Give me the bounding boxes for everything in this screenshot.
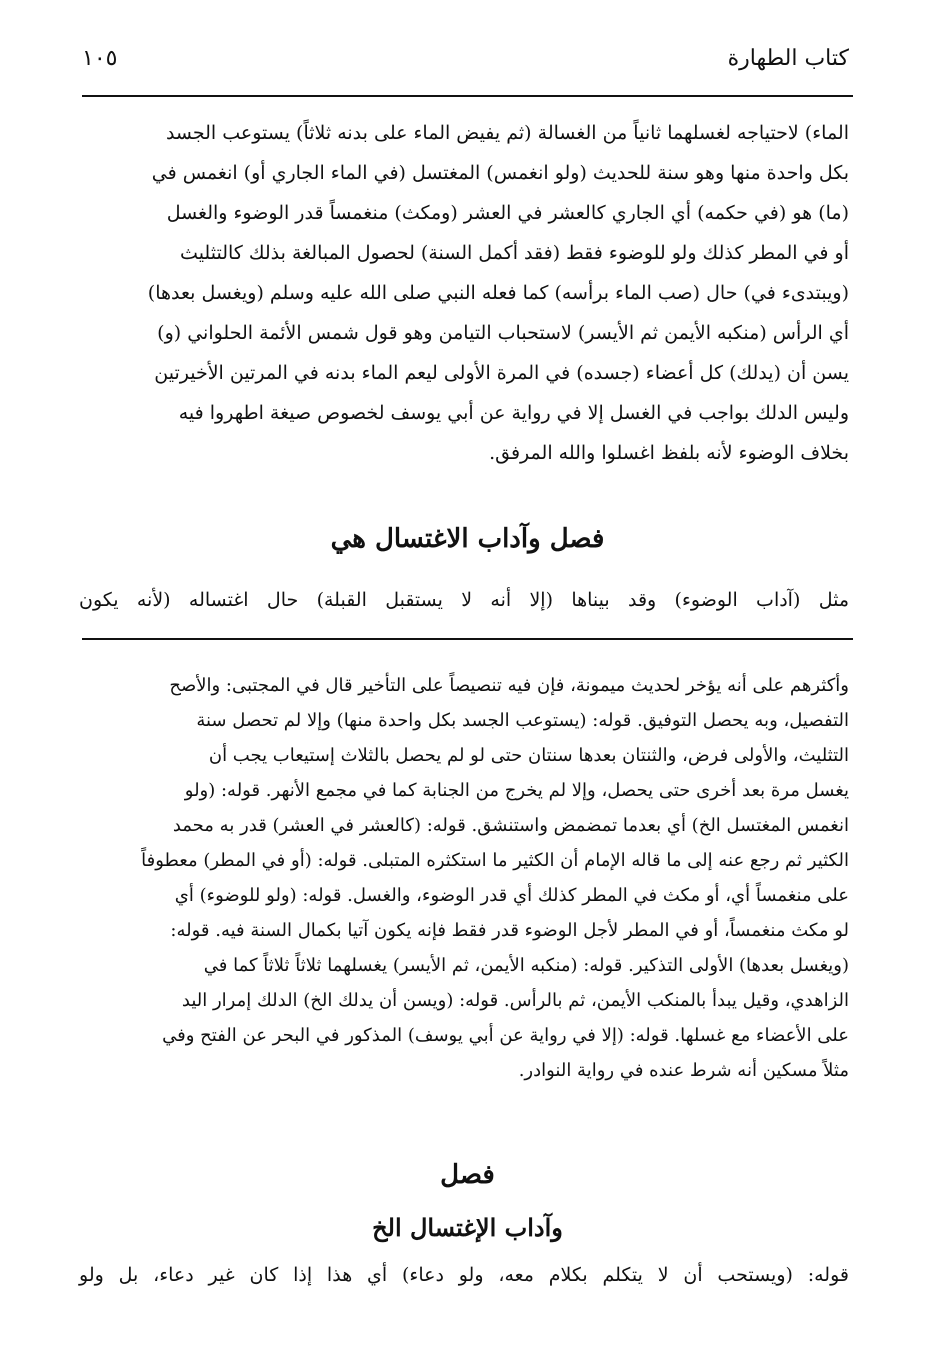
commentary-line: مثلاً مسكين أنه شرط عنده في رواية النوادر. bbox=[518, 1060, 849, 1081]
main-line: أو في المطر كذلك ولو للوضوء فقط (فقد أكمل السنة) لحصول المبالغة بذلك كالتثليث bbox=[180, 242, 849, 264]
footnote-rule bbox=[82, 638, 853, 640]
main-line: أي الرأس (منكبه الأيمن ثم الأيسر) لاستحباب التيامن وهو قول شمس الأئمة الحلواني (و) bbox=[157, 322, 849, 344]
commentary-line: على منغمساً أي، أو مكث في المطر كذلك أي قدر الوضوء، والغسل. قوله: (ولو للوضوء) أي bbox=[174, 885, 849, 906]
commentary-subheading: وآداب الإغتسال الخ bbox=[372, 1213, 563, 1242]
running-header-title: كتاب الطهارة bbox=[727, 46, 849, 71]
section-first-line: مثل (آداب الوضوء) وقد بيناها (إلا أنه لا يستقبل القبلة) حال اغتساله (لأنه يكون bbox=[79, 589, 849, 611]
commentary-line: يغسل مرة بعد أخرى حتى يحصل، وإلا لم يخرج من الجنابة كما في مجمع الأنهر. قوله: (ولو bbox=[184, 780, 849, 801]
main-text bbox=[79, 113, 849, 473]
commentary-line: التفصيل، وبه يحصل التوفيق. قوله: (يستوعب الجسد بكل واحدة منها) وإلا لم تحصل سنة bbox=[196, 710, 849, 731]
commentary-line: لو مكث منغمساً، أو في المطر لأجل الوضوء قدر فقط فإنه يكون آتيا بكمال السنة فيه. قوله: bbox=[170, 920, 849, 941]
commentary-line: وأكثرهم على أنه يؤخر لحديث ميمونة، فإن فيه تنصيصاً على التأخير قال في المجتبى: والأصح bbox=[169, 675, 849, 696]
commentary-section-heading: فصل bbox=[440, 1160, 495, 1190]
main-line: بكل واحدة منها وهو سنة للحديث (ولو انغمس) المغتسل (في الماء الجاري أو) انغمس في bbox=[151, 162, 849, 184]
commentary-final-line: قوله: (ويستحب أن لا يتكلم بكلام معه، ولو دعاء) أي هذا إذا كان غير دعاء، بل ولو bbox=[79, 1264, 849, 1286]
main-line: (ويبتدىء في) حال (صب الماء برأسه) كما فعله النبي صلى الله عليه وسلم (ويغسل بعدها) bbox=[147, 282, 849, 304]
section-heading: فصل وآداب الاغتسال هي bbox=[330, 524, 605, 554]
main-line: (ما) هو (في حكمه) أي الجاري كالعشر في العشر (ومكث) منغمساً قدر الوضوء والغسل bbox=[166, 202, 849, 224]
commentary-line: (ويغسل بعدها) الأولى التذكير. قوله: (منكبه الأيمن، ثم الأيسر) يغسلهما ثلاثاً ثلاثاً كما في bbox=[203, 955, 849, 976]
commentary-line: انغمس المغتسل الخ) أي بعدما تمضمض واستنشق. قوله: (كالعشر في العشر) قدر به محمد bbox=[172, 815, 849, 836]
commentary-line: الزاهدي، وقيل يبدأ بالمنكب الأيمن، ثم بالرأس. قوله: (ويسن أن يدلك الخ) الدلك إمرار اليد bbox=[181, 990, 849, 1011]
main-line: الماء) لاحتياجه لغسلهما ثانياً من الغسالة (ثم يفيض الماء على بدنه ثلاثاً) يستوعب الجسد bbox=[165, 122, 849, 144]
main-line: وليس الدلك بواجب في الغسل إلا في رواية عن أبي يوسف لخصوص صيغة اطهروا فيه bbox=[178, 402, 849, 424]
main-line: بخلاف الوضوء لأنه بلفظ اغسلوا والله المرفق. bbox=[489, 442, 849, 464]
commentary-line: على الأعضاء مع غسلها. قوله: (إلا في رواية عن أبي يوسف) المذكور في البحر عن الفتح وفي bbox=[162, 1025, 849, 1046]
page-number: ١٠٥ bbox=[82, 46, 118, 71]
header-rule bbox=[82, 95, 853, 97]
main-line: يسن أن (يدلك) كل أعضاء (جسده) في المرة الأولى ليعم الماء بدنه في المرتين الأخيرتين bbox=[154, 362, 849, 384]
commentary-text bbox=[79, 668, 849, 1088]
commentary-line: التثليث، والأولى فرض، والثنتان بعدها سنتان حتى لو لم يحصل بالثلاث إستيعاب يجب أن bbox=[208, 745, 849, 766]
commentary-line: الكثير ثم رجع عنه إلى ما قاله الإمام أن الكثير ما استكثره المتبلى. قوله: (أو في المطر) معطوفاً bbox=[141, 850, 849, 871]
